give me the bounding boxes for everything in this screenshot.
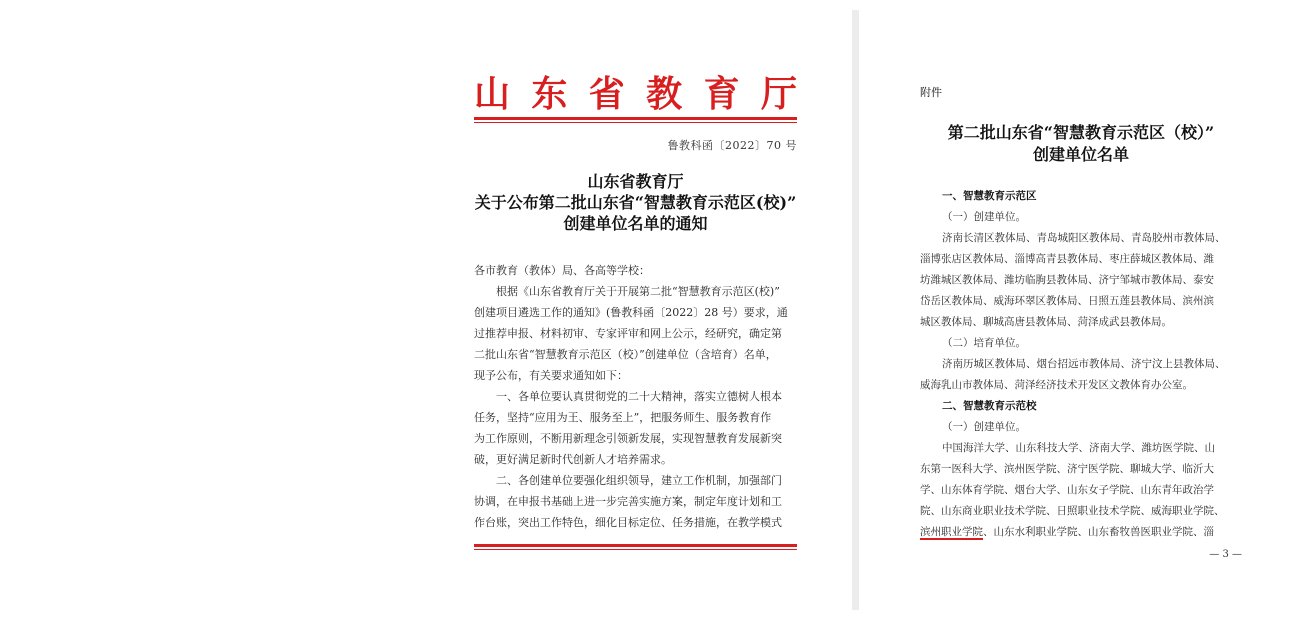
- list-line: 淄博张店区教体局、淄博高青县教体局、枣庄薛城区教体局、潍: [920, 253, 1214, 265]
- letterhead-rule-thin: [474, 122, 797, 123]
- letterhead-char: 省: [588, 73, 625, 115]
- body-line: 协调，在申报书基础上进一步完善实施方案，制定年度计划和工: [474, 495, 782, 508]
- subsection-heading: （一）创建单位。: [942, 211, 1026, 223]
- subsection-heading: （一）创建单位。: [942, 421, 1026, 433]
- list-body: [920, 186, 1242, 543]
- body-line: 一、各单位要认真贯彻党的二十大精神，落实立德树人根本: [496, 390, 782, 403]
- list-line-rest: 、山东水利职业学院、山东畜牧兽医职业学院、淄: [983, 526, 1214, 538]
- letterhead-title: [474, 72, 797, 116]
- body-line: 为工作原则，不断用新理念引领新发展，实现智慧教育发展新突: [474, 432, 782, 445]
- list-line: 中国海洋大学、山东科技大学、济南大学、潍坊医学院、山: [942, 442, 1215, 454]
- list-line: 城区教体局、聊城高唐县教体局、菏泽成武县教体局。: [920, 316, 1172, 328]
- salutation: 各市教育（教体）局、各高等学校：: [474, 264, 650, 277]
- letterhead-char: 山: [474, 73, 511, 115]
- page-number: — 3 —: [1209, 549, 1242, 560]
- body-line: 过推荐申报、材料初审、专家评审和网上公示，经研究，确定第: [474, 327, 782, 340]
- list-line: 济南历城区教体局、烟台招远市教体局、济宁汶上县教体局、: [942, 358, 1226, 370]
- body-line: 二、各创建单位要强化组织领导，建立工作机制，加强部门: [496, 474, 782, 487]
- list-line: 威海乳山市教体局、菏泽经济技术开发区文教体育办公室。: [920, 379, 1193, 391]
- footer-rule-thin: [474, 549, 797, 550]
- footer-rule-thick: [474, 544, 797, 547]
- letterhead-char: 育: [703, 73, 740, 115]
- body-line: 任务，坚持“应用为王、服务至上”，把服务师生、服务教育作: [474, 411, 772, 424]
- list-line: [920, 522, 1242, 543]
- highlighted-school: 滨州职业学院: [920, 526, 983, 538]
- body-line: 创建项目遴选工作的通知》(鲁教科函〔2022〕28 号）要求，通: [474, 306, 788, 319]
- body-line: 破，更好满足新时代创新人才培养需求。: [474, 453, 672, 466]
- list-title: [920, 122, 1242, 166]
- list-line: 东第一医科大学、滨州医学院、济宁医学院、聊城大学、临沂大: [920, 463, 1214, 475]
- notice-title-line: 创建单位名单的通知: [563, 214, 708, 233]
- section-heading: 一、智慧教育示范区: [942, 190, 1037, 202]
- attachment-label: 附件: [920, 86, 942, 99]
- notice-title: [474, 171, 797, 234]
- list-line: 院、山东商业职业技术学院、日照职业技术学院、威海职业学院、: [920, 505, 1225, 517]
- letterhead-char: 东: [531, 73, 568, 115]
- body-line: 现予公布，有关要求通知如下：: [474, 369, 628, 382]
- list-line: 坊潍城区教体局、潍坊临朐县教体局、济宁邹城市教体局、泰安: [920, 274, 1214, 286]
- document-number: 鲁教科函〔2022〕70 号: [667, 139, 797, 152]
- notice-title-line: 关于公布第二批山东省“智慧教育示范区(校)”: [474, 193, 797, 212]
- letterhead-char: 厅: [760, 73, 797, 115]
- letterhead-rule-thick: [474, 117, 797, 120]
- body-line: 二批山东省“智慧教育示范区（校）”创建单位（含培育）名单，: [474, 348, 777, 361]
- notice-title-line: 山东省教育厅: [587, 172, 684, 191]
- list-line: 学、山东体育学院、烟台大学、山东女子学院、山东青年政治学: [920, 484, 1214, 496]
- section-heading: 二、智慧教育示范校: [942, 400, 1037, 412]
- subsection-heading: （二）培育单位。: [942, 337, 1026, 349]
- list-title-line: 第二批山东省“智慧教育示范区（校）”: [947, 123, 1215, 142]
- list-line: 济南长清区教体局、青岛城阳区教体局、青岛胶州市教体局、: [942, 232, 1226, 244]
- body-line: 作台账，突出工作特色，细化目标定位、任务措施，在教学模式: [474, 516, 782, 529]
- page-gutter: [852, 10, 859, 610]
- body-line: 根据《山东省教育厅关于开展第二批“智慧教育示范区(校)”: [496, 285, 780, 298]
- list-title-line: 创建单位名单: [1032, 145, 1129, 164]
- letterhead-char: 教: [646, 73, 683, 115]
- notice-body: [474, 260, 797, 533]
- list-line: 岱岳区教体局、威海环翠区教体局、日照五莲县教体局、滨州滨: [920, 295, 1214, 307]
